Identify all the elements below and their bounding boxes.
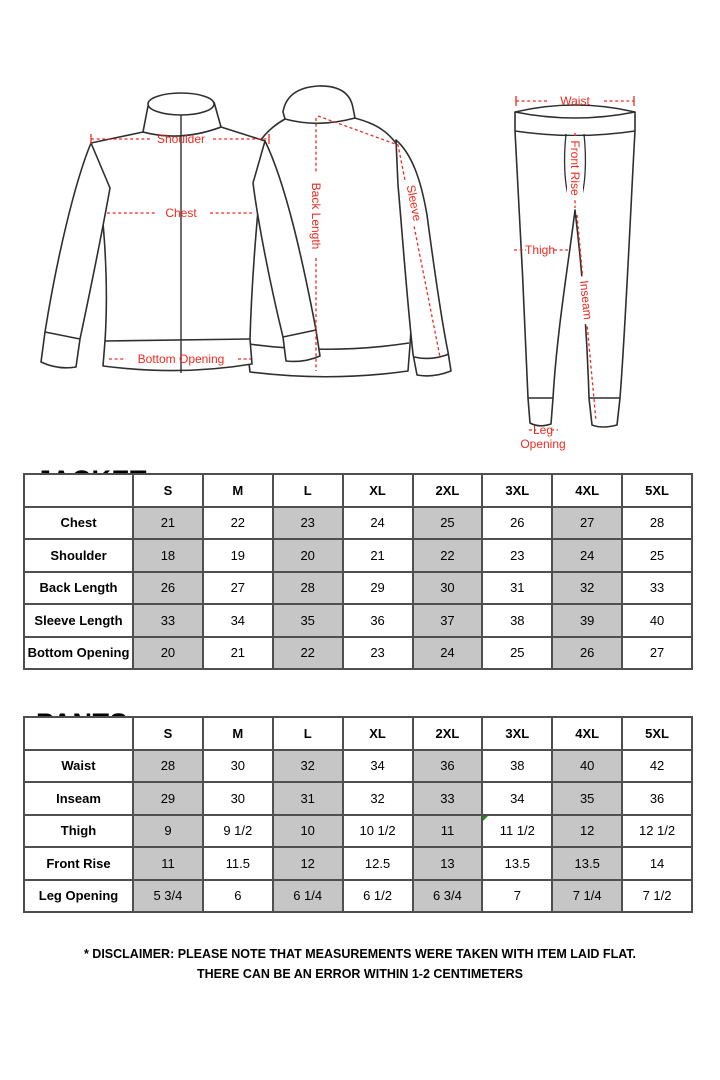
measurement-row: [24, 880, 692, 913]
size-value-cell: 11 1/2: [482, 815, 552, 848]
size-value-cell: 12: [273, 847, 343, 880]
measurement-row: [24, 604, 692, 637]
size-column-header: S: [133, 717, 203, 750]
size-column-header: L: [273, 717, 343, 750]
sleeve-label: Sleeve: [403, 183, 425, 223]
measurement-row: [24, 750, 692, 783]
size-value-cell: 19: [203, 539, 273, 572]
measurement-row-label: Inseam: [24, 782, 133, 815]
size-value-cell: 38: [482, 750, 552, 783]
size-value-cell: 10: [273, 815, 343, 848]
size-value-cell: 11: [413, 815, 483, 848]
size-value-cell: 36: [622, 782, 692, 815]
measurement-row-label: Bottom Opening: [24, 637, 133, 670]
size-value-cell: 20: [273, 539, 343, 572]
size-value-cell: 24: [413, 637, 483, 670]
leg-opening-label-line2: Opening: [520, 437, 566, 451]
size-value-cell: 30: [203, 782, 273, 815]
shoulder-label: Shoulder: [156, 132, 206, 146]
size-value-cell: 10 1/2: [343, 815, 413, 848]
measurement-row-label: Front Rise: [24, 847, 133, 880]
size-value-cell: 9: [133, 815, 203, 848]
measurement-diagram: [0, 0, 720, 455]
size-value-cell: 13.5: [552, 847, 622, 880]
disclaimer: [0, 944, 720, 984]
size-value-cell: 7 1/2: [622, 880, 692, 913]
size-column-header: 3XL: [482, 474, 552, 507]
size-value-cell: 27: [203, 572, 273, 605]
size-value-cell: 28: [622, 507, 692, 540]
size-value-cell: 22: [273, 637, 343, 670]
size-value-cell: 24: [552, 539, 622, 572]
size-value-cell: 31: [273, 782, 343, 815]
size-value-cell: 6 3/4: [413, 880, 483, 913]
size-value-cell: 7 1/4: [552, 880, 622, 913]
size-value-cell: 6: [203, 880, 273, 913]
size-value-cell: 22: [413, 539, 483, 572]
size-column-header: 2XL: [413, 717, 483, 750]
size-value-cell: 28: [133, 750, 203, 783]
size-value-cell: 12 1/2: [622, 815, 692, 848]
measurement-row-label: Back Length: [24, 572, 133, 605]
size-value-cell: 28: [273, 572, 343, 605]
measurement-row: [24, 539, 692, 572]
size-value-cell: 31: [482, 572, 552, 605]
waist-label: Waist: [560, 94, 590, 108]
size-value-cell: 35: [273, 604, 343, 637]
size-value-cell: 12: [552, 815, 622, 848]
size-value-cell: 5 3/4: [133, 880, 203, 913]
size-value-cell: 34: [482, 782, 552, 815]
size-value-cell: 33: [622, 572, 692, 605]
size-value-cell: 6 1/4: [273, 880, 343, 913]
size-value-cell: 9 1/2: [203, 815, 273, 848]
size-value-cell: 23: [343, 637, 413, 670]
back-length-label: Back Length: [309, 182, 323, 250]
size-value-cell: 32: [552, 572, 622, 605]
size-value-cell: 13: [413, 847, 483, 880]
size-value-cell: 11: [133, 847, 203, 880]
size-value-cell: 27: [622, 637, 692, 670]
size-value-cell: 40: [622, 604, 692, 637]
size-column-header: 2XL: [413, 474, 483, 507]
size-value-cell: 12.5: [343, 847, 413, 880]
size-value-cell: 29: [343, 572, 413, 605]
size-value-cell: 33: [133, 604, 203, 637]
bottom-opening-label: Bottom Opening: [137, 352, 225, 366]
size-value-cell: 35: [552, 782, 622, 815]
measurement-row-label: Thigh: [24, 815, 133, 848]
inseam-label: Inseam: [576, 279, 596, 321]
size-value-cell: 7: [482, 880, 552, 913]
size-value-cell: 20: [133, 637, 203, 670]
measurement-row: [24, 847, 692, 880]
measurement-row-label: Waist: [24, 750, 133, 783]
measurement-row-label: Sleeve Length: [24, 604, 133, 637]
chest-label: Chest: [165, 206, 197, 220]
size-value-cell: 26: [133, 572, 203, 605]
size-column-header: L: [273, 474, 343, 507]
size-value-cell: 34: [343, 750, 413, 783]
size-column-header: M: [203, 717, 273, 750]
measurement-row: [24, 815, 692, 848]
thigh-label: Thigh: [524, 243, 556, 257]
measurement-row: [24, 782, 692, 815]
size-value-cell: 21: [133, 507, 203, 540]
size-column-header: 5XL: [622, 474, 692, 507]
size-value-cell: 25: [482, 637, 552, 670]
front-rise-label: Front Rise: [568, 140, 582, 196]
size-value-cell: 38: [482, 604, 552, 637]
size-value-cell: 29: [133, 782, 203, 815]
size-header-row: [24, 474, 692, 507]
measurement-row: [24, 637, 692, 670]
jacket-size-table: [23, 473, 693, 670]
disclaimer-line-1: * DISCLAIMER: PLEASE NOTE THAT MEASUREMENTS WERE TAKEN WITH ITEM LAID FLAT.: [83, 947, 637, 961]
size-value-cell: 23: [482, 539, 552, 572]
size-value-cell: 34: [203, 604, 273, 637]
size-value-cell: 24: [343, 507, 413, 540]
size-column-header: 3XL: [482, 717, 552, 750]
measurement-row: [24, 507, 692, 540]
size-value-cell: 21: [343, 539, 413, 572]
size-value-cell: 33: [413, 782, 483, 815]
size-value-cell: 23: [273, 507, 343, 540]
disclaimer-line-2: THERE CAN BE AN ERROR WITHIN 1-2 CENTIMETERS: [197, 967, 523, 981]
size-value-cell: 40: [552, 750, 622, 783]
leg-opening-label-line1: Leg: [532, 423, 554, 437]
size-value-cell: 36: [343, 604, 413, 637]
size-value-cell: 26: [552, 637, 622, 670]
size-column-header: S: [133, 474, 203, 507]
size-value-cell: 39: [552, 604, 622, 637]
size-value-cell: 11.5: [203, 847, 273, 880]
size-column-header: 5XL: [622, 717, 692, 750]
measurement-row-label: Leg Opening: [24, 880, 133, 913]
size-value-cell: 32: [273, 750, 343, 783]
size-value-cell: 30: [413, 572, 483, 605]
size-value-cell: 6 1/2: [343, 880, 413, 913]
size-value-cell: 18: [133, 539, 203, 572]
size-header-row: [24, 717, 692, 750]
size-value-cell: 25: [622, 539, 692, 572]
size-column-header: XL: [343, 717, 413, 750]
size-column-header: XL: [343, 474, 413, 507]
corner-cell: [24, 474, 133, 507]
size-column-header: M: [203, 474, 273, 507]
size-value-cell: 42: [622, 750, 692, 783]
pants-size-table: [23, 716, 693, 913]
size-value-cell: 27: [552, 507, 622, 540]
measurement-row-label: Shoulder: [24, 539, 133, 572]
measurement-row-label: Chest: [24, 507, 133, 540]
size-value-cell: 22: [203, 507, 273, 540]
size-value-cell: 36: [413, 750, 483, 783]
size-value-cell: 21: [203, 637, 273, 670]
size-value-cell: 13.5: [482, 847, 552, 880]
size-column-header: 4XL: [552, 474, 622, 507]
size-value-cell: 37: [413, 604, 483, 637]
size-value-cell: 14: [622, 847, 692, 880]
size-value-cell: 25: [413, 507, 483, 540]
size-value-cell: 32: [343, 782, 413, 815]
size-column-header: 4XL: [552, 717, 622, 750]
size-value-cell: 30: [203, 750, 273, 783]
corner-cell: [24, 717, 133, 750]
measurement-row: [24, 572, 692, 605]
size-value-cell: 26: [482, 507, 552, 540]
